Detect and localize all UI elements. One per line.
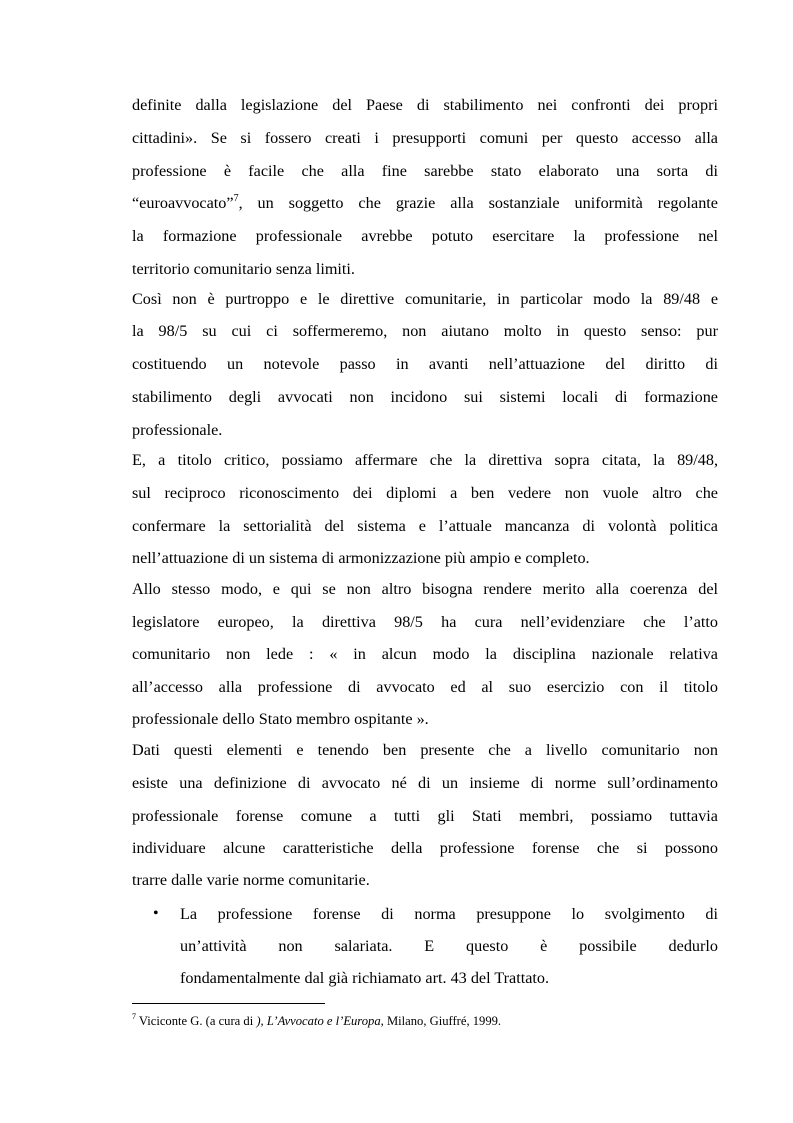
body-line: esiste una definizione di avvocato né di un insieme di norme sull’ordinamento: [132, 774, 718, 792]
body-line: all’accesso alla professione di avvocato ed al suo esercizio con il titolo: [132, 678, 718, 696]
body-line: costituendo un notevole passo in avanti nell’attuazione del diritto di: [132, 355, 718, 373]
footnote-author: Viciconte G. (a cura di: [136, 1014, 257, 1028]
body-line: definite dalla legislazione del Paese di stabilimento nei confronti dei propri: [132, 96, 718, 114]
body-line: la formazione professionale avrebbe potuto esercitare la professione nel: [132, 227, 718, 245]
body-line: professionale dello Stato membro ospitante ».: [132, 710, 429, 728]
body-line: Così non è purtroppo e le direttive comunitarie, in particolar modo la 89/48 e: [132, 290, 718, 308]
body-line: la 98/5 su cui ci soffermeremo, non aiutano molto in questo senso: pur: [132, 322, 718, 340]
body-line-text: “euroavvocato”: [132, 194, 234, 212]
bullet-icon: •: [153, 905, 159, 922]
footnote-number: 7: [132, 1011, 136, 1021]
body-line-text: , un soggetto che grazie alla sostanziale uniformità regolante: [238, 194, 718, 212]
body-line: stabilimento degli avvocati non incidono sui sistemi locali di formazione: [132, 388, 718, 406]
body-line: comunitario non lede : « in alcun modo la disciplina nazionale relativa: [132, 645, 718, 663]
body-line: confermare la settorialità del sistema e l’attuale mancanza di volontà politica: [132, 517, 718, 535]
footnote: [132, 1013, 501, 1029]
bullet-line: un’attività non salariata. E questo è possibile dedurlo: [180, 937, 718, 955]
body-line: sul reciproco riconoscimento dei diplomi a ben vedere non vuole altro che: [132, 484, 718, 502]
body-line: professione è facile che alla fine sarebbe stato elaborato una sorta di: [132, 162, 718, 180]
body-line: nell’attuazione di un sistema di armonizzazione più ampio e completo.: [132, 549, 590, 567]
footnote-ref: 7: [233, 192, 239, 204]
body-line: cittadini». Se si fossero creati i presupporti comuni per questo accesso alla: [132, 129, 718, 147]
body-line: individuare alcune caratteristiche della professione forense che si possono: [132, 839, 718, 857]
footnote-title: ), L’Avvocato e l’Europa: [256, 1014, 381, 1028]
body-line: trarre dalle varie norme comunitarie.: [132, 871, 370, 889]
body-line: E, a titolo critico, possiamo affermare che la direttiva sopra citata, la 89/48,: [132, 451, 718, 469]
body-line: Allo stesso modo, e qui se non altro bisogna rendere merito alla coerenza del: [132, 580, 718, 598]
footnote-rest: , Milano, Giuffré, 1999.: [380, 1014, 502, 1028]
footnote-separator: [132, 1003, 325, 1004]
body-line: [132, 193, 718, 213]
body-line: territorio comunitario senza limiti.: [132, 260, 355, 278]
bullet-line: La professione forense di norma presuppone lo svolgimento di: [180, 905, 718, 923]
bullet-line: fondamentalmente dal già richiamato art. 43 del Trattato.: [180, 969, 550, 987]
body-line: professionale.: [132, 421, 223, 439]
body-line: professionale forense comune a tutti gli Stati membri, possiamo tuttavia: [132, 807, 718, 825]
body-line: Dati questi elementi e tenendo ben presente che a livello comunitario non: [132, 741, 718, 759]
body-line: legislatore europeo, la direttiva 98/5 ha cura nell’evidenziare che l’atto: [132, 613, 718, 631]
